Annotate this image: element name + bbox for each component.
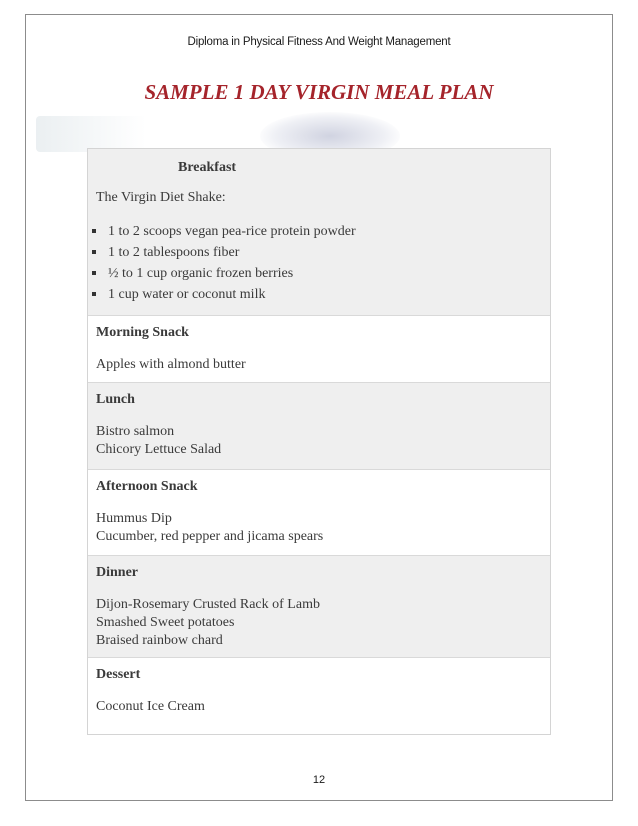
meal-item: Dijon-Rosemary Crusted Rack of Lamb [96,597,320,612]
morning-snack-heading: Morning Snack [96,325,189,340]
lunch-heading: Lunch [96,392,135,407]
afternoon-snack-row [88,469,550,555]
meal-item: Smashed Sweet potatoes [96,615,235,630]
square-bullet-icon [92,271,96,275]
list-item [92,263,550,284]
list-item [92,284,550,305]
page-title: SAMPLE 1 DAY VIRGIN MEAL PLAN [144,80,494,104]
ingredient-text: ½ to 1 cup organic frozen berries [108,266,294,281]
afternoon-snack-heading: Afternoon Snack [96,479,198,494]
dinner-heading: Dinner [96,565,138,580]
ingredient-text: 1 to 2 tablespoons fiber [108,245,240,260]
meal-item: Bistro salmon [96,424,175,439]
document-header: Diploma in Physical Fitness And Weight Management [187,36,451,48]
square-bullet-icon [92,250,96,254]
shake-ingredient-list [96,221,550,305]
page-number: 12 [312,774,326,786]
dessert-row [88,657,550,734]
square-bullet-icon [92,229,96,233]
watermark-left [36,116,146,152]
meal-plan-table [87,148,551,735]
square-bullet-icon [92,292,96,296]
ingredient-text: 1 to 2 scoops vegan pea-rice protein powder [108,224,356,239]
list-item [92,242,550,263]
meal-item: Apples with almond butter [96,357,246,372]
meal-item: Coconut Ice Cream [96,699,205,714]
breakfast-heading: Breakfast [178,160,237,175]
meal-item: Cucumber, red pepper and jicama spears [96,529,324,544]
meal-item: Hummus Dip [96,511,172,526]
meal-item: Braised rainbow chard [96,633,223,648]
dinner-row [88,555,550,657]
breakfast-row [88,149,550,315]
ingredient-text: 1 cup water or coconut milk [108,287,266,302]
meal-item: Chicory Lettuce Salad [96,442,222,457]
list-item [92,221,550,242]
dessert-heading: Dessert [96,667,141,682]
lunch-row [88,382,550,469]
breakfast-shake-title: The Virgin Diet Shake: [96,190,226,205]
morning-snack-row [88,315,550,382]
